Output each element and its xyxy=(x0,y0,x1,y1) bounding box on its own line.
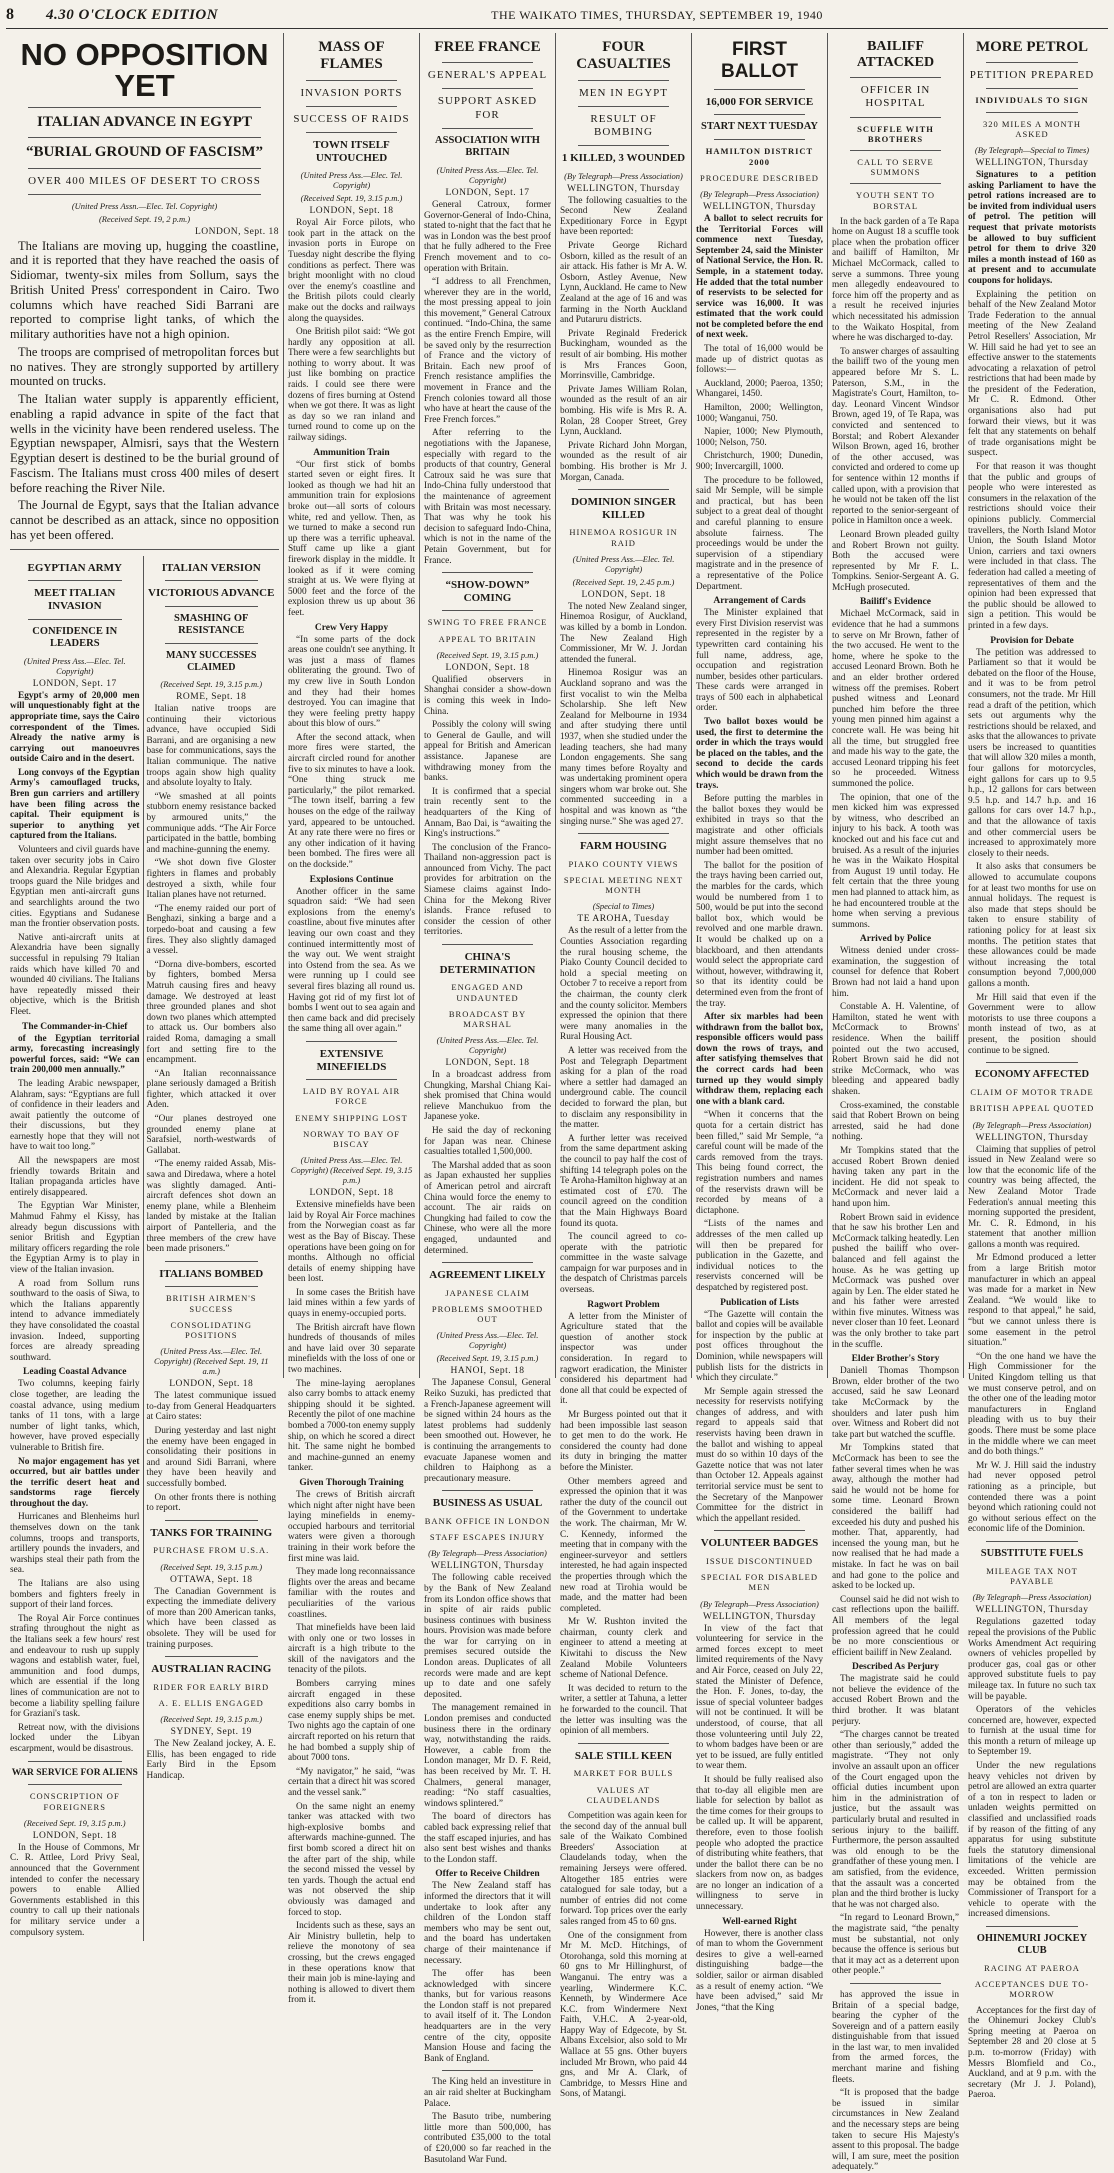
showdown-para: Possibly the colony will swing to General de Gaulle, and will appeal for British and American assistance. Japanese are withdrawing money from the banks. xyxy=(424,720,551,784)
minefields-para: In some cases the British have laid mines within a few yards of quays in enemy-occupied ports. xyxy=(288,1287,415,1320)
ballot-para: “The Gazette will contain the ballot and copies will be available for inspection by the public at post offices throughout the Dominion, while newspapers will publish lists for the districts in which they circulate.” xyxy=(696,1309,823,1384)
badges-para: However, there is another class of man to whom the Government desires to give a well-earned distinguishing badge—the soldier, sailor or airman disabled as a result of enemy action. “We have been advised,” said Mr Jones, “that the King xyxy=(696,1928,823,2013)
showdown-deck-2: APPEAL TO BRITAIN xyxy=(438,633,537,644)
war-dateline: LONDON, Sept. 18 xyxy=(32,1830,117,1841)
minefields-para: That minefields have been laid with only one or two losses in aircraft is a high tribute to the skill of the navigators and the tenacity of the pilots. xyxy=(288,1623,415,1676)
sale-deck-1: MARKET FOR BULLS xyxy=(573,1768,674,1779)
egypt-para: Volunteers and civil guards have taken over security jobs in Cairo and Alexandria. Regular Egyptian troops guard the Nile bridges and Egyptian men anti-aircraft guns and searchlights around the two cities. Egyptians and Sudanese man the frontier observation posts. xyxy=(10,845,140,930)
egypt-para: The leading Arabic newspaper, Alahram, says: “Egyptians are full of confidence in their leaders and await patiently the outcome of their discussions, but they earnestly hope that they will not have to wait too long.” xyxy=(10,1078,140,1153)
flames-para: “In some parts of the dock areas one couldn't see anything. It was just a mass of flames obliterating the ground. Two of my crew live in South London and they had their homes destroyed. You can imagine that they were feeling pretty happy about this blow of ours.” xyxy=(288,634,415,730)
war-received: (Received Sept. 19, 3.15 p.m.) xyxy=(23,1817,126,1828)
egypt-para: No major engagement has yet occurred, but air battles under the terrific desert heat and sandstorms rage fiercely throughout the day. xyxy=(10,1456,140,1509)
petrol-para: It also asks that consumers be allowed to accumulate coupons for at least two months for use on annual holidays. The request is also made that steps should be taken to ensure stability of rationing policy for at least six months. The petition states that these allowances could be made without increasing the total consumption beyond 7,000,000 gallons a month. xyxy=(968,862,1096,989)
economy-para: Mr W. J. Hill said the industry had never opposed petrol rationing as a principle, but contended there was a point beyond which rationing could not go without serious effect on the economic life of the Dominion. xyxy=(968,1460,1096,1535)
egypt-para: Two columns, keeping fairly close together, are leading the coastal advance, using medium tanks of 11 tons, with a large number of light tanks, which, however, have proved especially vulnerable to British fire. xyxy=(10,1379,140,1453)
fuels-headline: SUBSTITUTE FUELS xyxy=(980,1547,1084,1559)
egypt-dateline: LONDON, Sept. 17 xyxy=(32,678,117,689)
badges-deck-1: ISSUE DISCONTINUED xyxy=(705,1556,813,1567)
jockey-para: Acceptances for the first day of the Ohinemuri Jockey Club's Spring meeting at Paeroa on September 28 and 20 close at 5 p.m. to-morrow (Friday) with Messrs Blomfield and Co., Auckland, and at 9 p.m. with the secretary (Mr J. J. Poland), Paeroa. xyxy=(968,2005,1096,2101)
sale-deck-2: VALUES AT CLAUDELANDS xyxy=(586,1784,661,1805)
showdown-received: (Received Sept. 19, 3.15 p.m.) xyxy=(436,649,539,660)
sale-para: Competition was again keen for the second day of the annual bull sale of the Waikato Combined Breeders' Association at Claudelands today, when the remaining Jerseys were offered. Altogether 185 entries were catalogued for sale today, but a number of entries did not come forward. Top prices over the early sales ranged from 45 to 60 gns. xyxy=(560,1811,687,1927)
ballot-deck-4: PROCEDURE DESCRIBED xyxy=(700,172,819,183)
economy-deck-2: BRITISH APPEAL QUOTED xyxy=(969,1103,1095,1114)
italian-received: (Received Sept. 19, 3.15 p.m.) xyxy=(160,679,263,690)
minefields-para: Extensive minefields have been laid by Royal Air Force machines from the Norwegian coast as far west as the Bay of Biscay. These operations have been going on for months. Although no official details of enemy shipping have been lost. xyxy=(288,1200,415,1285)
economy-dateline: WELLINGTON, Thursday xyxy=(975,1132,1089,1143)
flames-para: “Our first stick of bombs started seven or eight fires. It looked as though we had hit an ammunition train for explosions broke out—all sorts of colours white, red and yellow. Then, as we turned to make a second run up there was a terrific upheaval. Stuff came up like a giant firework display in the middle. It looked as if it were coming straight at us. We were flying at 5000 feet and the force of the explosion threw us up about 36 feet. xyxy=(288,459,415,618)
tanks-dateline: OTTAWA, Sept. 18 xyxy=(170,1574,253,1585)
lead-deck-2: “BURIAL GROUND OF FASCISM” xyxy=(25,144,264,161)
ballot-deck-3: HAMILTON DISTRICT 2000 xyxy=(705,146,814,167)
petrol-subhead: Provision for Debate xyxy=(990,635,1074,646)
sale-para: One of the consignment from Mr M. McD. Hitchings, of Otorohanga, sold this morning at 60 gns to Mr Hillinghurst, of Wanganui. The entry was a yearling, Windermere K.C. Kenneth, by Windermere Ace K.C. from Windermere Next Faith, V.H.C. A 2-year-old, Happy Way of Edgecote, by St. Albans Excelsior, also sold to Mr Wallace at 55 gns. Other buyers included Mr Brown, who paid 44 gns, and Mr A. Clark, of Cambridge, to Messrs Hine and Sons, of Matangi. xyxy=(560,1930,687,2100)
showdown-dateline: LONDON, Sept. 18 xyxy=(445,662,530,673)
ballot-para: “When it concerns that the quota for a certain district has been filled,” said Mr Semple, “a careful count will be made of the cards removed from the trays. This being found correct, the registration numbers and names of the reservists drawn will be recorded by means of a dictaphone. xyxy=(696,1110,823,1216)
casualties-deck-2: RESULT OF BOMBING xyxy=(590,112,657,138)
lead-credit: (United Press Assn.—Elec. Tel. Copyright) xyxy=(71,200,218,211)
showdown-para: Qualified observers in Shanghai consider a show-down is coming this week in Indo-China. xyxy=(424,674,551,717)
page-number: 8 xyxy=(6,6,15,23)
bailiff-para: Mr Tompkins stated that McCormack has been to see the father several times when he was away, although the mother had said he would not be home for some time. Leonard Brown considered the bailiff had exceeded his duty and pushed his mother. That, apparently, had incensed the young man, but he now realised that he had made a mistake. In fact he was on bail and had gone to the police and asked to be locked up. xyxy=(832,1443,959,1592)
bombed-deck-2: CONSOLIDATING POSITIONS xyxy=(170,1319,252,1340)
casualties-deck-3: 1 KILLED, 3 WOUNDED xyxy=(561,152,686,165)
lead-deck-3: OVER 400 MILES OF DESERT TO CROSS xyxy=(28,174,261,187)
ballot-para: Two ballot boxes would be used, the first to determine the order in which the trays would be placed on the tables, and the second to decide the cards which would be drawn from the trays. xyxy=(696,717,823,791)
lead-para: The troops are comprised of metropolitan forces but no natives. They are strongly supported by artillery mounted on trucks. xyxy=(10,344,279,389)
egypt-para: Long convoys of the Egyptian Army's camouflaged trucks, Bren gun carriers and artillery have been filing across the capital. Their equipment is superior to anything yet captured from the Italians. xyxy=(10,767,140,842)
farm-dateline: TE AROHA, Tuesday xyxy=(577,914,670,925)
badges-para: In view of the fact that volunteering for service in the armed forces except to meet limited requirements of the Navy and Air Force, ceased on July 22, stated the Minister of Defence, the Hon. F. Jones, to-day, the issue of special volunteer badges will not be continued. It will be understood, of course, that all those volunteering until July 22, to whom badges have been or are yet to be issued, are fully entitled to wear them. xyxy=(696,1623,823,1772)
jockey-deck-2: ACCEPTANCES DUE TO-MORROW xyxy=(974,1979,1090,2000)
minefields-para: On the same night an enemy tanker was attacked with two high-explosive bombs and afterwards machine-gunned. The first bomb scored a direct hit on the after part of the ship, while the second missed the vessel by ten yards. Though the actual end was not observed the ship obviously was damaged and forced to stop. xyxy=(288,1801,415,1918)
italian-para: “Our planes destroyed one grounded enemy plane at Sarafsiel, north-westwards of Gallabat. xyxy=(146,1114,276,1156)
tanks-headline: TANKS FOR TRAINING xyxy=(150,1526,273,1539)
egypt-para: The Egyptian War Minister, Mahmud Fahmy el Kissy, has already begun discussions with senior British and Egyptian military officers regarding the role the Egyptian Army is to play in view of the Italian invasion. xyxy=(10,1201,140,1276)
minefields-deck-1: LAID BY ROYAL AIR FORCE xyxy=(302,1086,401,1107)
agreement-credit: (United Press Ass.—Elec. Tel. Copyright) xyxy=(436,1330,539,1351)
business-para: The New Zealand staff has informed the directors that it will undertake to look after any children of the London staff members who may be sent out, and the board has undertaken charge of their maintenance if necessary. xyxy=(424,1881,551,1966)
bailiff-para: Leonard Brown pleaded guilty and Robert Brown not guilty. Both the accused were represented by Mr F. L. Tompkins. Senior-Sergeant A. G. McHugh prosecuted. xyxy=(832,529,959,593)
bailiff-para: Constable A. H. Valentine, of Hamilton, stated he went with McCormack to Browns' residence. When the bailiff pointed out the two accused, Robert Brown said he did not strike McCormack, who was bleeding and appeared badly shaken. xyxy=(832,1002,959,1097)
farm-para: The council agreed to co-operate with the patriotic committee in the waste salvage campaign for war purposes and in the despatch of Christmas parcels overseas. xyxy=(560,1232,687,1296)
italian-deck-2: SMASHING OF RESISTANCE xyxy=(174,612,249,637)
agreement-headline: AGREEMENT LIKELY xyxy=(429,1269,546,1282)
war-deck: CONSCRIPTION OF FOREIGNERS xyxy=(29,1791,120,1812)
dateline-header: THE WAIKATO TIMES, THURSDAY, SEPTEMBER 19, 1940 xyxy=(491,8,823,22)
showdown-deck-1: SWING TO FREE FRANCE xyxy=(427,617,548,628)
farm-para: A further letter was received from the same department asking the council to pay half the cost of shifting 14 telegraph poles on the Te Aroha-Hamilton highway at an estimated cost of £70. The council agreed on the condition that the Main Highways Board found its quota. xyxy=(560,1133,687,1229)
business-deck-1: BANK OFFICE IN LONDON xyxy=(424,1515,551,1526)
casualties-dateline: WELLINGTON, Thursday xyxy=(566,183,681,194)
france-para: General Catroux, former Governor-General of Indo-China, stated to-night that the fact that he was in London was the best proof that he fully adhered to the Free French movement and to co-operation with Britain. xyxy=(424,199,552,274)
egypt-subhead: The Commander-in-Chief xyxy=(22,1021,128,1032)
lead-para: The Italians are moving up, hugging the coastline, and it is reported that they have reached the oasis of Sidiomar, twenty-six miles from Sollum, says the British United Press' correspondent in Cairo. Two columns which have reached Sidi Barrani are reported to comprise light tanks, of which the military authorities have not a high opinion. xyxy=(10,238,279,342)
flames-received: (Received Sept. 19, 3.15 p.m.) xyxy=(300,193,403,204)
petrol-para: The petition was addressed to Parliament so that it would be debated on the floor of the House, and it was to be from petrol consumers, not the trade. Mr Hill read a draft of the petition, which sets out arguments why the restrictions should be relaxed, and asks that the allowances to private users be increased to quantities that will allow 320 miles a month, four gallons for motorcycles, eight gallons for cars up to 9.5 h.p., 12 gallons for cars between 9.5 h.p. and 14.7 h.p. and 16 gallons for cars over 14.7 h.p., and that the allowance of taxis and other commercial users be increased to approximately more closely to their needs. xyxy=(968,647,1096,859)
petrol-deck-3: 320 MILES A MONTH ASKED xyxy=(983,118,1081,139)
economy-para: Claiming that supplies of petrol issued in New Zealand were so low that the economic life of the country was being affected, the New Zealand Motor Trade Federation's annual meeting this morning supported the president, Mr. C. R. Edmond, in his statement that another million gallons a month was required. xyxy=(968,1144,1096,1250)
racing-deck-2: A. E. ELLIS ENGAGED xyxy=(158,1697,264,1708)
flames-headline: MASS OF FLAMES xyxy=(318,39,385,73)
farm-deck-1: PIAKO COUNTY VIEWS xyxy=(568,858,679,869)
italian-para: “The enemy raided our port of Benghazi, sinking a barge and a torpedo-boat and causing a few fires. They also slightly damaged a vessel. xyxy=(146,903,276,957)
war-headline: WAR SERVICE FOR ALIENS xyxy=(11,1767,138,1778)
business-para: The offer has been acknowledged with sincere thanks, but for various reasons the London staff is not prepared to avail itself of it. The London headquarters are in the very centre of the city, opposite Mansion House and facing the Bank of England. xyxy=(424,1969,551,2064)
tanks-deck: PURCHASE FROM U.S.A. xyxy=(153,1545,270,1556)
lead-para: The Italian water supply is apparently efficient, enabling a rapid advance in spite of the fact that wells in the vicinity have been rendered useless. The Egyptian newspaper, Almisri, says that the Western Egyptian desert is destined to be the burial ground of Fascism. The Italians must cross 400 miles of desert before reaching the River Nile. xyxy=(10,392,279,495)
brief-para: The Basuto tribe, numbering little more than 500,000, has contributed £35,000 to the total of £20,000 so far reached in the Basutoland War Fund. xyxy=(424,2112,551,2165)
ballot-para: Before putting the marbles in the ballot boxes they would be exhibited in trays so that the magistrate and other officials might assure themselves that no number had been omitted. xyxy=(696,794,823,858)
bailiff-subhead: Described As Perjury xyxy=(851,1662,940,1673)
badges-continued-para: “It is proposed that the badge be issued in similar circumstances in New Zealand and the necessary steps are being taken to secure His Majesty's assent to this proposal. The badge will, I am sure, meet the position adequately.” xyxy=(832,2088,959,2173)
ballot-headline: FIRST BALLOT xyxy=(720,39,799,82)
italian-para: “Dorna dive-bombers, escorted by fighters, bombed Mersa Matruh causing fires and heavy damage. We destroyed at least three grounded planes and shot down two planes which attempted to attack us. Our bombers also raided Roma, damaging a small fort and setting fire to the encampment. xyxy=(146,959,276,1066)
fuels-para: Regulations gazetted today repeal the provisions of the Public Works Amendment Act requiring owners of vehicles propelled by producer gas, coal gas or other approved substitute fuels to pay mileage tax. In future no such tax will be payable. xyxy=(968,1617,1096,1702)
racing-headline: AUSTRALIAN RACING xyxy=(151,1663,272,1676)
war-para: In the House of Commons, Mr C. R. Attlee, Lord Privy Seal, announced that the Government intended to confer the necessary powers to enable Allied Governments established in this country to call up their nationals for military service under a compulsory system. xyxy=(10,1842,140,1938)
business-dateline: WELLINGTON, Thursday xyxy=(430,1561,545,1572)
lead-received: (Received Sept. 19, 2 p.m.) xyxy=(98,213,191,224)
china-credit: (United Press Ass.—Elec. Tel. Copyright) xyxy=(436,1035,539,1056)
farm-subhead: Ragwort Problem xyxy=(587,1299,660,1310)
egypt-para: A road from Sollum runs southward to the oasis of Siwa, to which the Italians apparently intend to advance immediately they have consolidated the coastal invasion. Indeed, supporting forces are already spreading southward. xyxy=(10,1278,140,1363)
flames-credit: (United Press Ass.—Elec. Tel. Copyright) xyxy=(300,170,403,191)
lead-subcolumns xyxy=(10,556,279,1942)
lead-headline: NO OPPOSITION YET xyxy=(20,37,269,103)
ballot-para: The procedure to be followed, said Mr Semple, will be simple and practical, but has been subject to a great deal of thought and careful planning to ensure absolute fairness. The proceedings would be under the supervision of a stipendiary magistrate and in the presence of a representative of the Police Department. xyxy=(696,475,823,592)
minefields-deck-3: NORWAY TO BAY OF BISCAY xyxy=(303,1128,400,1149)
ballot-credit: (By Telegraph—Press Association) xyxy=(700,188,819,199)
business-para: The following cable received by the Bank of New Zealand from its London office shows that in spite of air raids public business continues with business hours. Provision was made before the war for carrying on in premises secured outside the London areas. Duplicates of all records were made and are kept up to date and one safely deposited. xyxy=(424,1573,551,1700)
egypt-headline: EGYPTIAN ARMY xyxy=(27,561,122,574)
economy-headline: ECONOMY AFFECTED xyxy=(974,1069,1090,1081)
casualties-para: The following casualties to the Second New Zealand Expeditionary Force in Egypt have been reported: xyxy=(560,195,687,238)
flames-subhead: Crew Very Happy xyxy=(314,622,389,633)
economy-deck-1: CLAIM OF MOTOR TRADE xyxy=(970,1087,1094,1098)
casualties-para: Private George Richard Osborn, killed as the result of an air attack. His father is Mr A. W. Osborn, Astley Avenue, New Lynn, Auckland. He came to New Zealand at the age of 16 and was farming in the North Auckland and Putaruru districts. xyxy=(560,241,687,326)
tanks-para: The Canadian Government is expecting the immediate delivery of more than 200 American tanks, which have been classed as obsolete. They will be used for training purposes. xyxy=(146,1586,276,1650)
agreement-dateline: HANOI, Sept. 18 xyxy=(450,1366,525,1377)
business-credit: (By Telegraph—Press Association) xyxy=(428,1548,547,1559)
minefields-para: The British aircraft have flown hundreds of thousands of miles and have laid over 30 separate minefields with the loss of one or two machines. xyxy=(288,1322,415,1376)
egypt-para: Retreat now, with the divisions locked under the Libyan escarpment, would be disastrous. xyxy=(10,1722,140,1754)
france-deck-1: GENERAL'S APPEAL xyxy=(427,69,548,82)
flames-para: One British pilot said: “We got hardly any opposition at all. There were a few searchlights but nothing to worry about. It was just like bombing on practice raids. I could see there were dozens of fires burning at Ostend when we got there. It was as light as day so we ran inland and turned round to come up on the railway sidings. xyxy=(288,327,415,444)
minefields-dateline: LONDON, Sept. 18 xyxy=(309,1188,394,1199)
ballot-para: A ballot to select recruits for the Territorial Forces will commence next Tuesday, September 24, said the Minister of National Service, the Hon. R. Semple, in a statement today. He added that the total number of reservists to be selected for service was 16,000. It was estimated that the work could not be completed before the end of next week. xyxy=(696,213,823,341)
flames-deck-3: TOWN ITSELF UNTOUCHED xyxy=(313,138,390,164)
racing-received: (Received Sept. 19, 3.15 p.m.) xyxy=(160,1714,263,1725)
farm-para: As the result of a letter from the Counties Association regarding the rural housing scheme, the Piako County Council decided to hold a special meeting on October 7 to receive a report from the chairman, the county clerk and the county solicitor. Members expressed the opinion that there were many anomalies in the Rural Housing Act. xyxy=(560,926,688,1043)
economy-credit: (By Telegraph—Press Association) xyxy=(972,1119,1092,1130)
farm-para: Mr Burgess pointed out that it had been impossible last season to get men to do the work. He considered the county had done its duty in bringing the matter before the Minister. xyxy=(560,1410,687,1473)
business-para: The management remained in London premises and conducted business there in the ordinary way, notwithstanding the raids. However, a cable from the London manager, Mr D. F. Reid, has been received by Mr. T. H. Chalmers, general manager, reading: “No staff casualties, windows splintered.” xyxy=(424,1703,551,1809)
bombed-received: (United Press Ass.—Elec. Tel. Copyright) (Received Sept. 19, 11 a.m.) xyxy=(153,1346,269,1377)
bailiff-para: To answer charges of assaulting the bailiff two of the young men appeared before Mr S. L. Paterson, S.M., in the Magistrate's Court, Hamilton, to-day. Leonard Vincent Windsor Brown, aged 19, of Te Rapa, was convicted and sentenced to Borstal; and Robert Alexander Wilson Brown, aged 16, brother of the other accused, was convicted and ordered to come up for sentence within 12 months if called upon, with a provision that he would not be taken off the list reported to the senior-sergeant of police in Hamilton once a week. xyxy=(832,346,959,527)
singer-para: The noted New Zealand singer, Hinemoa Rosigur, of Auckland, was killed by a bomb in London. The New Zealand High Commissioner, Mr W. J. Jordan attended the funeral. xyxy=(560,601,687,665)
france-para: After referring to the negotiations with the Japanese, especially with regard to the products of that country, General Catroux said he was sure that Indo-China fully understood that the maintenance of agreement with Britain was most necessary. That was why he took his decision to safeguard Indo-China, which is not in the name of the Petain Government, but for France. xyxy=(424,428,551,566)
france-deck-3: ASSOCIATION WITH BRITAIN xyxy=(435,134,540,158)
flames-para: Royal Air Force pilots, who took part in the attack on the invasion ports in Europe on Tuesday night describe the flying conditions as perfect. There was bright moonlight with no cloud over the enemy's coastline and the British pilots could clearly make out the docks and railways along the quaysides. xyxy=(288,218,415,324)
france-headline: FREE FRANCE xyxy=(434,39,541,55)
brief-para: The King held an investiture in an air raid shelter at Buckingham Palace. xyxy=(424,2077,551,2109)
ballot-para: After six marbles had been withdrawn from the ballot box, responsible officers would pass down the rows of trays, and after satisfying themselves that the correct cards had been turned up they would simply withdraw them, replacing each one with a blank card. xyxy=(696,1012,823,1107)
egypt-para: of the Egyptian territorial army, forecasting increasingly powerful forces, said: “We can train 200,000 men annually.” xyxy=(10,1033,140,1076)
bombed-para: The latest communique issued to-day from General Headquarters at Cairo states: xyxy=(146,1391,276,1423)
racing-para: The New Zealand jockey, A. E. Ellis, has been engaged to ride Early Bird in the Epsom Handicap. xyxy=(146,1739,276,1781)
bailiff-para: Michael McCormack, said in evidence that he had a summons to serve on Mr Brown, father of the two accused. He went to the home, where he spoke to the accused Leonard Brown. Both he and an elder brother ordered witness off the premises. Robert pushed witness and Leonard punched him before the three young men pinned him against a concrete wall. He was being hit all the time, but struggled free and made his way to the gate, the accused Leonard tripping his feet so he proceeded. Witness summoned the police. xyxy=(832,609,959,789)
petrol-dateline: WELLINGTON, Thursday xyxy=(975,158,1089,168)
petrol-deck-1: PETITION PREPARED xyxy=(969,69,1095,82)
tanks-received: (Received Sept. 19, 3.15 p.m.) xyxy=(160,1561,263,1572)
petrol-headline: MORE PETROL xyxy=(975,39,1089,55)
china-dateline: LONDON, Sept. 18 xyxy=(445,1058,530,1069)
china-headline: CHINA'S DETERMINATION xyxy=(439,951,536,976)
singer-deck: HINEMOA ROSIGUR IN RAID xyxy=(569,527,678,548)
flames-subhead: Explosions Continue xyxy=(309,874,394,885)
bailiff-para: Mr Tompkins stated that the accused Robert Brown denied having taken any part in the incident. He did not speak to McCormack and never laid a hand upon him. xyxy=(832,1145,959,1209)
economy-para: “On the one hand we have the High Commissioner for the United Kingdom telling us that we must conserve petrol, and on the other one of the leading motor manufacturers in England pleading with us to buy their goods. There must be some place in the middle where we can meet and do both things.” xyxy=(968,1351,1096,1458)
jockey-headline: OHINEMURI JOCKEY CLUB xyxy=(976,1932,1088,1957)
egypt-deck-1: MEET ITALIAN INVASION xyxy=(34,587,116,612)
jockey-deck-1: RACING AT PAEROA xyxy=(984,1963,1080,1974)
edition-label: 4.30 O'CLOCK EDITION xyxy=(46,7,219,23)
showdown-para: It is confirmed that a special train recently sent to the headquarters of the King of Annam, Bao Dai, is “awaiting the King's instructions.” xyxy=(424,786,551,840)
business-para: The board of directors has cabled back expressing relief that the staff escaped injuries, and has also sent best wishes and thanks to the London staff. xyxy=(424,1812,551,1865)
bailiff-para: Robert Brown said in evidence that he saw his brother Len and McCormack talking heatedly. Len pushed the bailiff who over-balanced and fell against the house. As he was getting up McCormack was pushed over again by Len. The elder stated he and his father were arrested within five minutes. Witness was never closer than 10 feet. Leonard was the only brother to take part in the scuffle. xyxy=(832,1212,959,1350)
ballot-deck-2: START NEXT TUESDAY xyxy=(701,121,818,133)
bailiff-deck-3: CALL TO SERVE SUMMONS xyxy=(857,156,934,178)
egypt-para: Egypt's army of 20,000 men will unquestionably fight at the appropriate time, says the Cairo correspondent of the Times. Already the native army is carrying out manoeuvres outside Cairo and in the desert. xyxy=(10,690,140,765)
ballot-para: Hamilton, 2000; Wellington, 1000; Wanganui, 750. xyxy=(696,403,823,424)
egypt-para: The Italians are also using bombers and fighters freely in support of their land forces. xyxy=(10,1579,140,1611)
france-dateline: LONDON, Sept. 17 xyxy=(445,187,530,198)
bombed-headline: ITALIANS BOMBED xyxy=(159,1267,264,1280)
egypt-army-column xyxy=(10,556,144,1942)
ballot-deck-1: 16,000 FOR SERVICE xyxy=(705,95,814,108)
egypt-subhead: Leading Coastal Advance xyxy=(23,1367,127,1378)
badges-dateline: WELLINGTON, Thursday xyxy=(702,1611,817,1622)
sale-headline: SALE STILL KEEN xyxy=(574,1749,673,1762)
china-para: He said the day of reckoning for Japan was near. Chinese casualties totalled 1,500,000. xyxy=(424,1126,551,1158)
column-lead xyxy=(6,33,284,1938)
france-deck-2: SUPPORT ASKED FOR xyxy=(437,95,538,121)
casualties-headline: FOUR CASUALTIES xyxy=(576,39,671,73)
farm-credit: (Special to Times) xyxy=(592,901,655,912)
racing-deck-1: RIDER FOR EARLY BIRD xyxy=(153,1681,270,1692)
bailiff-para: In the back garden of a Te Rapa home on August 18 a scuffle took place when the probation officer and bailiff of Hamilton, Mr Michael McCormack, called to serve a summons. Three young men allegedly endeavoured to force him off the property and as a result he received injuries which necessitated his admission to the Waikato Hospital, from where he was discharged to-day. xyxy=(832,216,959,344)
badges-subhead: Well-earned Right xyxy=(722,1916,797,1927)
bailiff-para: The magistrate said he could not believe the evidence of the accused Robert Brown and the third brother. It was blatant perjury. xyxy=(832,1674,959,1727)
egypt-para: Hurricanes and Blenheims hurl themselves down on the tank columns, troops and transports, artillery pounds the invaders, and warships steal their path from the sea. xyxy=(10,1512,140,1576)
italian-deck-3: MANY SUCCESSES CLAIMED xyxy=(166,650,257,673)
flames-subhead: Ammunition Train xyxy=(313,447,390,458)
business-deck-2: STAFF ESCAPES INJURY xyxy=(429,1532,546,1543)
minefields-para: “My navigator,” he said, “was certain that a direct hit was scored and the vessel sank.” xyxy=(288,1766,416,1798)
flames-para: Another officer in the same squadron said: “We had seen explosions from the enemy's coastline, about five minutes after leaving our own coast and they continued intermittently most of the way out. We went straight into Ostend from the sea. As we were running up I could see several fires blazing all round us. Having got rid of my first lot of bombs I went out to sea again and then came back and did precisely the same thing all over again.” xyxy=(288,886,415,1035)
minefields-para: The crews of British aircraft which night after night have been laying minefields in enemy-occupied harbours and territorial waters were given a thorough training in their work before the first mine was laid. xyxy=(288,1489,415,1564)
bailiff-deck-1: OFFICER IN HOSPITAL xyxy=(860,84,931,110)
ballot-subhead: Publication of Lists xyxy=(720,1297,799,1308)
showdown-para: The conclusion of the Franco-Thailand non-aggression pact is announced from Vichy. The pact provides for arbitration on the Siamese claims against Indo-China for the Mekong River islands. France refused to consider the cession of other territories. xyxy=(424,842,551,938)
badges-continued-para: has approved the issue in Britain of a special badge, bearing the cypher of the Sovereign and of a pattern easily distinguishable from that issued in the last war, to men invalided from the armed forces, the merchant marine and fishing fleets. xyxy=(832,1989,959,2085)
singer-credit: (United Press Ass.—Elec. Tel. Copyright) xyxy=(572,553,675,574)
ballot-dateline: WELLINGTON, Thursday xyxy=(702,201,817,212)
column-first-ballot xyxy=(692,33,828,2013)
badges-credit: (By Telegraph—Press Association) xyxy=(700,1598,819,1609)
bailiff-subhead: Arrived by Police xyxy=(859,934,932,945)
italian-para: “The enemy raided Assab, Mis-sawa and Diredawa, where a hotel was slightly damaged. Anti-aircraft defences shot down an enemy plane, while a Blenheim landed by mistake at the Italian airport of Pantelleria, and the three members of the crew have been made prisoners.” xyxy=(146,1159,276,1255)
farm-para: A letter was received from the Post and Telegraph Department asking for a plan of the road where a settler had damaged an underground cable. The council decided to forward the plan, but to disclaim any responsibility in the matter. xyxy=(560,1046,687,1131)
business-subhead: Offer to Receive Children xyxy=(435,1869,540,1880)
farm-para: Mr W. Rushton invited the chairman, county clerk and engineer to attend a meeting at Kiwitahi to discuss the New Zealand Mobile Volunteers scheme of National Defence. xyxy=(560,1617,687,1681)
bombed-para: On other fronts there is nothing to report. xyxy=(146,1492,276,1514)
bombed-para: During yesterday and last night the enemy have been engaged in consolidating their positions in and around Sidi Barrani, where they have been heavily and successfully bombed. xyxy=(146,1425,276,1489)
china-deck-2: BROADCAST BY MARSHAL xyxy=(448,1008,527,1029)
singer-para: Hinemoa Rosigur was an Auckland soprano and was the first vocalist to win the Melba Scholarship. She left New Zealand for Melbourne in 1934 and after studying there until 1937, when she studied under the leading teachers, she had many London engagements. She sang many times before Royalty and was undertaking prominent opera singers whom war broke out. She commented succeeding in a hospital and was known as “the singing nurse.” She was aged 27. xyxy=(560,668,687,827)
fuels-para: Operators of the vehicles concerned are, however, expected to furnish at the usual time for this month a return of mileage up to September 19. xyxy=(968,1705,1096,1758)
masthead xyxy=(6,6,1108,29)
petrol-para: For that reason it was thought that the public and groups of people who were interested as consumers in the relaxation of the restrictions should voice their opinions publicly. Commercial travellers, the North Island Motor Union, the South Island Motor Union, carriers and taxi owners were included in that class. The federation had called a meeting of representatives of them and the opinion had been expressed that the public should be allowed to sign a petition. This would be printed in a few days. xyxy=(968,462,1096,631)
lead-deck-1: ITALIAN ADVANCE IN EGYPT xyxy=(37,114,252,130)
italian-dateline: ROME, Sept. 18 xyxy=(176,692,247,703)
italian-para: “An Italian reconnaissance plane seriously damaged a British fighter, which attacked it over Aden. xyxy=(146,1068,276,1111)
bailiff-para: Counsel said he did not wish to cast reflections upon the bailiff. All members of the legal profession agreed that he could be no more conscientious or efficient bailiff in New Zealand. xyxy=(832,1594,959,1658)
agreement-received: (Received Sept. 19, 3.15 p.m.) xyxy=(436,1353,539,1364)
china-deck-1: ENGAGED AND UNDAUNTED xyxy=(451,982,524,1003)
badges-para: It should be fully realised also that to-day all eligible men are liable for selection by ballot as the time comes for their groups to be called up. It will be apparent, therefore, even to those foolish people who adopted the practice of distributing white feathers, that under the ballot there can be no slackers from now on, as badges are no longer an indication of a willingness to serve in unnecessary. xyxy=(696,1774,823,1913)
ballot-para: Mr Semple again stressed the necessity for reservists notifying changes of address, and with regard to appeals said that reservists having been drawn in the ballot and wishing to appeal must do so within 10 days of the Gazette notice that was not later than October 12. Appeals against territorial service must be sent to the Secretary of the Manpower Committee for the district in which the appellant resided. xyxy=(696,1386,823,1524)
italian-para: Italian native troops are continuing their victorious advance, have occupied Sidi Barrani, and are organising a new base for communications, says the Italian communique. The native troops again show high quality and absolute loyalty to Italy. xyxy=(146,704,276,789)
lead-para: The Journal de Egypt, says that the Italian advance cannot be described as an attack, since no opposition has yet been offered. xyxy=(10,498,279,542)
petrol-credit: (By Telegraph—Special to Times) xyxy=(974,145,1090,155)
egypt-deck-2: CONFIDENCE IN LEADERS xyxy=(32,625,118,649)
ballot-para: “Lists of the names and addresses of the men called up will then be prepared for publication in the Gazette, and individual notices to the reservists concerned will be despatched by registered post. xyxy=(696,1219,823,1293)
petrol-para: Explaining the petition on behalf of the New Zealand Motor Trade Federation to the annual meeting of the New Zealand Petrol Resellers' Association, Mr W. Hill said he had yet to see an effective answer to the statements advocating a relaxation of petrol restrictions that had been made by the president of the Federation, Mr C. R. Edmond. Other organisations also had put forward their views, but it was felt that any statements on behalf of trade organisations might be suspect. xyxy=(968,289,1096,459)
agreement-deck-1: JAPANESE CLAIM xyxy=(445,1287,530,1298)
column-four-casualties xyxy=(556,33,692,2100)
fuels-dateline: WELLINGTON, Thursday xyxy=(975,1605,1089,1616)
farm-para: It was decided to return to the writer, a settler at Tahuna, a letter he forwarded to the council. That the letter was insulting was the opinion of all members. xyxy=(560,1683,687,1737)
flames-para: After the second attack, when more fires were started, the aircraft circled round for another five to six minutes to have a look. “One thing struck me particularly,” the pilot remarked. “The town itself, barring a few houses on the edge of the railway yard, appeared to be untouched. At any rate there were no fires or any other indication of it having been bombed. The fires were all on the dockside.” xyxy=(288,732,415,870)
racing-dateline: SYDNEY, Sept. 19 xyxy=(170,1727,252,1738)
bailiff-headline: BAILIFF ATTACKED xyxy=(856,39,935,71)
egypt-credit: (United Press Ass.—Elec. Tel. Copyright) xyxy=(23,655,126,676)
casualties-deck-1: MEN IN EGYPT xyxy=(579,86,668,99)
agreement-para: The Japanese Consul, General Reiko Suzuki, has predicted that a French-Japanese agreement will be signed within 24 hours as the latest problems had suddenly been smoothed out. However, he is continuing the arrangements to evacuate Japanese women and children to Haiphong as a precautionary measure. xyxy=(424,1378,551,1484)
flames-dateline: LONDON, Sept. 18 xyxy=(309,206,394,217)
fuels-deck: MILEAGE TAX NOT PAYABLE xyxy=(986,1565,1078,1587)
minefields-deck-2: ENEMY SHIPPING LOST xyxy=(295,1112,408,1123)
minefields-para: Bombers carrying mines aircraft engaged in these expeditions also carry bombs in case enemy supply ships be met. Two nights ago the captain of one aircraft reported on his return that he had bombed a supply ship of about 7000 tons. xyxy=(288,1679,415,1764)
column-bailiff-attacked xyxy=(828,33,964,2173)
bailiff-deck-2: SCUFFLE WITH BROTHERS xyxy=(857,123,934,144)
egypt-para: Native anti-aircraft units at Alexandria have been signally successful in repulsing 79 Italian raids which have killed 70 and wounded 40 civilians. The Italians have repeatedly missed their objective, which is the British Fleet. xyxy=(10,932,140,1017)
ballot-para: The ballot for the position of the trays having been carried out, the marbles for the cards, which would be numbered from 1 to 500, would be put into the second ballot box, which would be revolved and one marble drawn. It would be chalked up on a blackboard, and then attendants would select the appropriate card without, however, withdrawing it, so that its identity could be determined even from the front of the tray. xyxy=(696,860,823,1009)
minefields-para: Incidents such as these, says an Air Ministry bulletin, help to relieve the monotony of sea crossing, but the crews engaged in these operations know that their main job is mine-laying and nothing is allowed to divert them from it. xyxy=(288,1921,415,2006)
ballot-para: Napier, 1000; New Plymouth, 1000; Nelson, 750. xyxy=(696,427,823,448)
flames-deck-2: SUCCESS OF RAIDS xyxy=(293,112,410,125)
minefields-para: The mine-laying aeroplanes also carry bombs to attack enemy shipping should it be sighted. Recently the pilot of one machine bombed a 7000-ton enemy supply ship, on which he scored a direct hit. The same night he bombed and machine-gunned an enemy tanker. xyxy=(288,1378,415,1474)
ballot-subhead: Arrangement of Cards xyxy=(713,596,806,607)
business-headline: BUSINESS AS USUAL xyxy=(432,1497,543,1510)
column-mass-of-flames xyxy=(284,33,420,2006)
china-para: The Marshal added that as soon as Japan exhausted her supplies of American petrol and aircraft China would force the enemy to account. The air raids on Chungking had failed to cow the Chinese, who were all the more engaged, undaunted and determined. xyxy=(424,1160,551,1256)
minefields-received: (United Press Ass.—Elec. Tel. Copyright) (Received Sept. 19, 3.15 p.m.) xyxy=(290,1155,413,1186)
badges-headline: VOLUNTEER BADGES xyxy=(700,1537,819,1550)
flames-deck-1: INVASION PORTS xyxy=(300,86,403,99)
ballot-para: The total of 16,000 would be made up of district quotas as follows:— xyxy=(696,344,823,376)
farm-deck-2: SPECIAL MEETING NEXT MONTH xyxy=(563,875,684,896)
lead-dateline: LONDON, Sept. 18 xyxy=(195,226,279,237)
bailiff-para: “In regard to Leonard Brown,” the magistrate said, “the penalty must be substantial, not only because the offence is serious but that it may act as a deterrent upon other people.” xyxy=(832,1913,959,1977)
fuels-credit: (By Telegraph—Press Association) xyxy=(972,1592,1092,1603)
italian-para: “We shot down five Gloster fighters in flames and probably destroyed a sixth, while four Italian planes have not returned. xyxy=(146,858,276,901)
petrol-para: Signatures to a petition asking Parliament to have the petrol rations increased are to be invited from individual users of petrol. The petition will request that private motorists be allowed to buy sufficient petrol for them to drive 320 miles a month instead of 160 as at present and to accumulate coupons for holidays. xyxy=(968,170,1096,286)
singer-headline: DOMINION SINGER KILLED xyxy=(571,496,676,521)
column-more-petrol xyxy=(964,33,1100,2101)
bailiff-subhead: Elder Brother's Story xyxy=(851,1354,940,1365)
bailiff-para: Cross-examined, the constable said that Robert Brown on being arrested, said he had done nothing. xyxy=(832,1100,959,1143)
minefields-headline: EXTENSIVE MINEFIELDS xyxy=(316,1047,387,1073)
farm-headline: FARM HOUSING xyxy=(580,840,667,853)
france-para: “I address to all Frenchmen, wherever they are in the world, the most pressing appeal to join this movement,” General Catroux continued. “Indo-China, the same as the entire French Empire, will be saved only by the resurrection of France and the victory of Britain. Each new proof of French resistance amplifies the movement in France and the French colonies toward all those who have at heart the cause of the Free French forces.” xyxy=(424,277,551,425)
bombed-dateline: LONDON, Sept. 18 xyxy=(169,1379,254,1390)
italian-headline: ITALIAN VERSION xyxy=(161,561,261,574)
ballot-para: Auckland, 2000; Paeroa, 1350; Whangarei, 1450. xyxy=(696,378,823,400)
italian-para: “We smashed at all points stubborn enemy resistance backed by armoured units,” the communique adds. “The Air Force participated in the battle, bombing and machine-gunning the enemy. xyxy=(146,791,276,855)
singer-dateline: LONDON, Sept. 18 xyxy=(581,589,666,600)
petrol-deck-2: INDIVIDUALS TO SIGN xyxy=(975,95,1089,106)
bailiff-subhead: Bailiff's Evidence xyxy=(860,597,931,608)
bailiff-para: Daniell Thomas Thompson Brown, elder brother of the two accused, said he saw Leonard take McCormack by the shoulders and later push him over. Witness and Robert did not take part but watched the scuffle. xyxy=(832,1366,959,1440)
badges-deck-2: SPECIAL FOR DISABLED MEN xyxy=(701,1572,818,1593)
italian-deck-1: VICTORIOUS ADVANCE xyxy=(148,587,275,600)
column-free-france xyxy=(420,33,556,2165)
china-para: In a broadcast address from Chungking, Marshal Chiang Kai-shek promised that China would relieve Manchukuo from the Japanese yoke. xyxy=(424,1070,551,1123)
france-credit: (United Press Ass.—Elec. Tel. Copyright) xyxy=(436,164,539,185)
casualties-para: Private Richard John Morgan, wounded as the result of air bombing. His brother is Mr J. Morgan, Canada. xyxy=(560,440,687,483)
egypt-para: The Royal Air Force continues strafing throughout the night as the Italians seek a few hours' rest and endeavour to rush up supply wagons and establish water, fuel, ammunition and food dumps, which are essential if the long lines of communication are not to become a liability spelling failure for Graziani's task. xyxy=(10,1613,140,1720)
minefields-para: They made long reconnaissance flights over the areas and became familiar with the routes and peculiarities of the various coastlines. xyxy=(288,1567,416,1620)
ballot-para: The Minister explained that every First Division reservist was represented in the register by a typewritten card containing his full name, address, age, occupation and registration number, besides other particulars. These cards were arranged in trays of 500 each in alphabetical order. xyxy=(696,608,823,714)
bailiff-para: “The charges cannot be treated other than seriously,” added the magistrate. “They not only involve an assault upon an officer of the Court engaged upon the official duties incumbent upon him in the administration of justice, but the assault was particularly brutal and resulted in serious injury to the bailiff. Furthermore, the person assaulted was old enough to be the grandfather of these young men. I am satisfied, from the evidence, that the assault was a concerted plan and the third brother is lucky that he was not charged also. xyxy=(832,1730,959,1910)
singer-received: (Received Sept. 19, 2.45 p.m.) xyxy=(572,576,675,587)
egypt-para: All the newspapers are most friendly towards Britain and Italian propaganda articles have entirely disappeared. xyxy=(10,1156,140,1198)
casualties-para: Private Reginald Frederick Buckingham, wounded as the result of air bombing. His mother is Mrs Frances Goon, Morrinsville, Cambridge. xyxy=(560,328,687,382)
columns xyxy=(6,33,1108,2173)
bailiff-para: Witness denied under cross-examination, the suggestion of counsel for defence that Robert Brown had not laid a hand upon him. xyxy=(832,946,959,999)
italian-version-column xyxy=(144,556,280,1942)
ballot-para: Christchurch, 1900; Dunedin, 900; Invercargill, 1000. xyxy=(696,451,823,473)
agreement-deck-2: PROBLEMS SMOOTHED OUT xyxy=(431,1303,544,1325)
minefields-subhead: Given Thorough Training xyxy=(299,1477,404,1488)
bombed-deck-1: BRITISH AIRMEN'S SUCCESS xyxy=(166,1293,257,1314)
showdown-headline: “SHOW-DOWN” COMING xyxy=(445,579,530,604)
casualties-credit: (By Telegraph—Press Association) xyxy=(564,170,683,181)
bailiff-para: The opinion, that one of the men kicked him was expressed by witness, who described an injury to his back. A tooth was knocked out and his face cut and bruised. As a result of the injuries he was in the Waikato Hospital from August 19 until today. He felt certain that the three young men had planned to attack him, as he had encountered trouble at the home when serving a previous summons. xyxy=(832,792,959,930)
farm-para: A letter from the Minister of Agriculture stated that the question of another stock inspector was under consideration. In regard to ragwort eradication, the Minister considered his department had done all that could be expected of it. xyxy=(560,1311,687,1407)
economy-para: Mr Edmond produced a letter from a large British motor manufacturer in which an appeal was made for a market in New Zealand. “We would like to respond to that appeal,” he said, “but we cannot unless there is some easement in the petrol situation.” xyxy=(968,1253,1096,1349)
fuels-para: Under the new regulations heavy vehicles not driven by petrol are allowed an extra quarter of a ton in respect to laden or unladen weights permitted on classified and unclassified roads if by reason of the fitting of any apparatus for using substitute fuels the statutory dimensional limitations of the vehicle are exceeded. Written permission may be obtained from the Commissioner of Transport for a vehicle to operate with the increased dimensions. xyxy=(968,1761,1096,1920)
casualties-para: Private James William Rolan, wounded as the result of an air bombing. His wife is Mrs R. A. Rolan, 28 Cooper Street, Grey Lynn, Auckland. xyxy=(560,384,687,438)
bailiff-deck-4: YOUTH SENT TO BORSTAL xyxy=(855,190,936,211)
petrol-para: Mr Hill said that even if the Government were to allow motorists to use three coupons a month instead of two, as at present, the position should continue to be signed. xyxy=(968,992,1096,1056)
farm-para: Other members agreed and expressed the opinion that it was rather the duty of the council out of the Government to undertake the work. The chairman, Mr W. C. Kennedy, informed the meeting that in company with the engineer-surveyor and settlers interested, he had again inspected the properties through which the new road at Tirohia would be made, and the matter had been completed. xyxy=(560,1476,687,1614)
